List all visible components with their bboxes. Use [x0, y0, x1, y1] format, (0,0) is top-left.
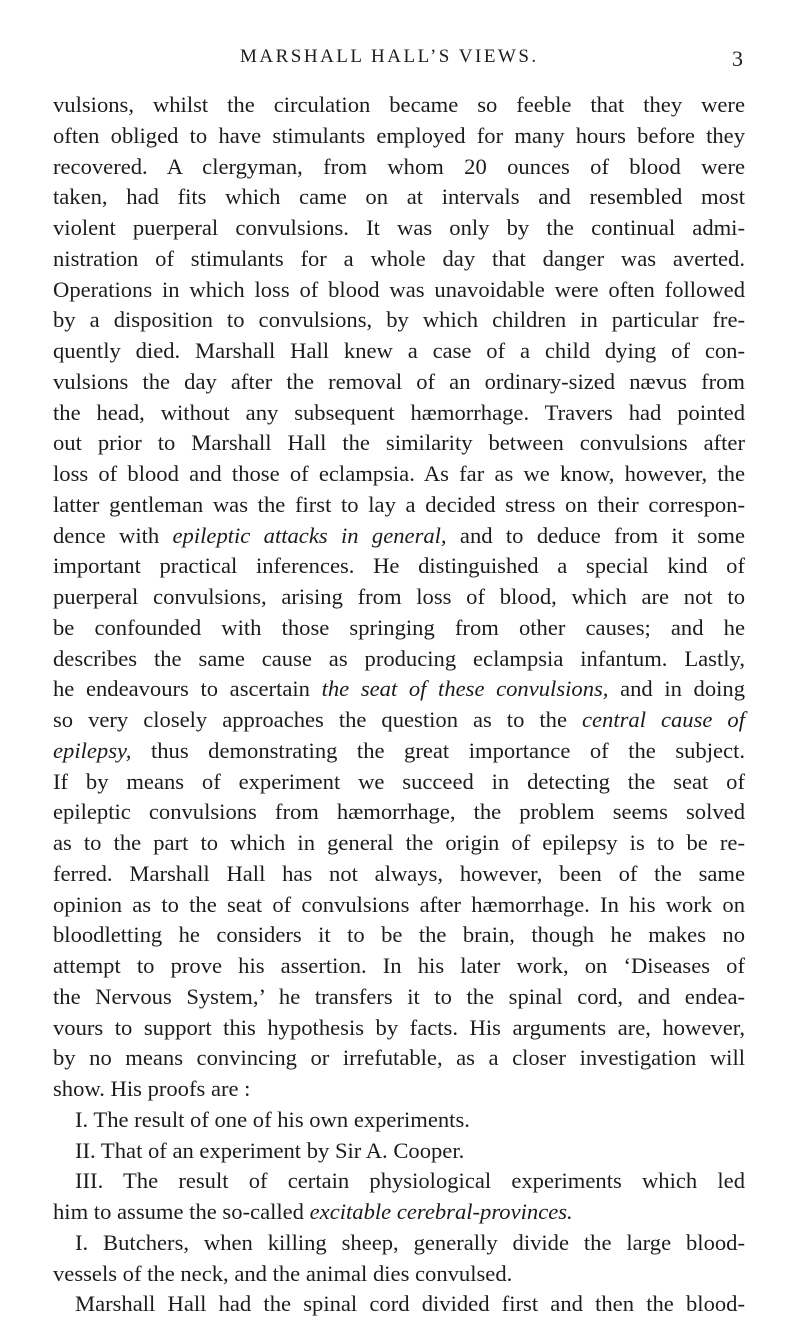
text-line: important practical inferences. He distinguished a special kind of	[53, 553, 745, 579]
italic-phrase: the seat of these convulsions,	[321, 676, 609, 702]
italic-phrase: central cause of	[581, 707, 745, 732]
running-head	[0, 46, 800, 80]
running-title: MARSHALL HALL’S VIEWS.	[240, 46, 539, 67]
text-line: vulsions, whilst the circulation became so feeble that they were	[53, 92, 745, 117]
text-line: vours to support this hypothesis by facts. His arguments are, however,	[53, 1014, 745, 1040]
text-line: bloodletting he considers it to be the brain, though he makes no	[53, 922, 745, 948]
list-item: I. The result of one of his own experiments.	[75, 1106, 470, 1132]
text-line: so very closely approaches the question as to the central cause of	[53, 707, 745, 732]
italic-phrase: epileptic attacks in general,	[172, 522, 447, 548]
list-item: III. The result of certain physiological experiments which led	[75, 1168, 745, 1194]
italic-phrase: excitable cerebral-provinces.	[309, 1199, 573, 1224]
text-line: by a disposition to convulsions, by which children in particular fre-	[53, 307, 745, 333]
text-line: attempt to prove his assertion. In his later work, on ‘Diseases of	[53, 953, 745, 978]
text-line: Operations in which loss of blood was unavoidable were often followed	[53, 276, 745, 302]
text-line: latter gentleman was the first to lay a decided stress on their correspon-	[53, 491, 745, 517]
list-item: II. That of an experiment by Sir A. Cooper.	[75, 1137, 465, 1163]
text-line: often obliged to have stimulants employed for many hours before they	[53, 122, 745, 148]
text-line: loss of blood and those of eclampsia. As far as we know, however, the	[53, 461, 745, 486]
text-line: taken, had fits which came on at intervals and resembled most	[53, 184, 745, 210]
text-line: out prior to Marshall Hall the similarity between convulsions after	[53, 430, 745, 456]
text-line: the Nervous System,’ he transfers it to the spinal cord, and endea-	[53, 983, 745, 1009]
text-line: nistration of stimulants for a whole day that danger was averted.	[53, 245, 745, 271]
text-line: show. His proofs are :	[53, 1076, 251, 1101]
text-line: quently died. Marshall Hall knew a case of a child dying of con-	[53, 338, 745, 363]
text-line: him to assume the so-called excitable cerebral-provinces.	[53, 1199, 573, 1224]
text-line: ferred. Marshall Hall has not always, however, been of the same	[53, 860, 745, 886]
text-line: epileptic convulsions from hæmorrhage, the problem seems solved	[53, 799, 745, 825]
text-line: violent puerperal convulsions. It was only by the continual admi-	[53, 215, 745, 240]
text-line: vulsions the day after the removal of an ordinary-sized nævus from	[53, 368, 745, 394]
italic-phrase: epilepsy,	[53, 737, 132, 763]
page-number: 3	[732, 46, 743, 71]
text-line: recovered. A clergyman, from whom 20 ounces of blood were	[53, 153, 745, 179]
text-line: If by means of experiment we succeed in detecting the seat of	[53, 768, 745, 794]
text-line: epilepsy, thus demonstrating the great importance of the subject.	[53, 737, 745, 763]
body-text	[53, 90, 745, 1320]
text-line: as to the part to which in general the origin of epilepsy is to be re-	[53, 830, 745, 855]
text-line: dence with epileptic attacks in general, and to deduce from it some	[53, 522, 745, 548]
text-line: be confounded with those springing from other causes; and he	[53, 614, 745, 640]
text-line: opinion as to the seat of convulsions after hæmorrhage. In his work on	[53, 891, 745, 917]
text-line: by no means convincing or irrefutable, as a closer investigation will	[53, 1045, 745, 1071]
text-line: Marshall Hall had the spinal cord divided first and then the blood-	[75, 1291, 745, 1317]
text-line: I. Butchers, when killing sheep, generally divide the large blood-	[75, 1229, 745, 1255]
text-line: the head, without any subsequent hæmorrhage. Travers had pointed	[53, 399, 745, 425]
text-line: describes the same cause as producing eclampsia infantum. Lastly,	[53, 645, 745, 671]
text-line: puerperal convulsions, arising from loss of blood, which are not to	[53, 584, 745, 609]
text-line: vessels of the neck, and the animal dies convulsed.	[53, 1260, 513, 1286]
text-line: he endeavours to ascertain the seat of these convulsions, and in doing	[53, 676, 745, 702]
